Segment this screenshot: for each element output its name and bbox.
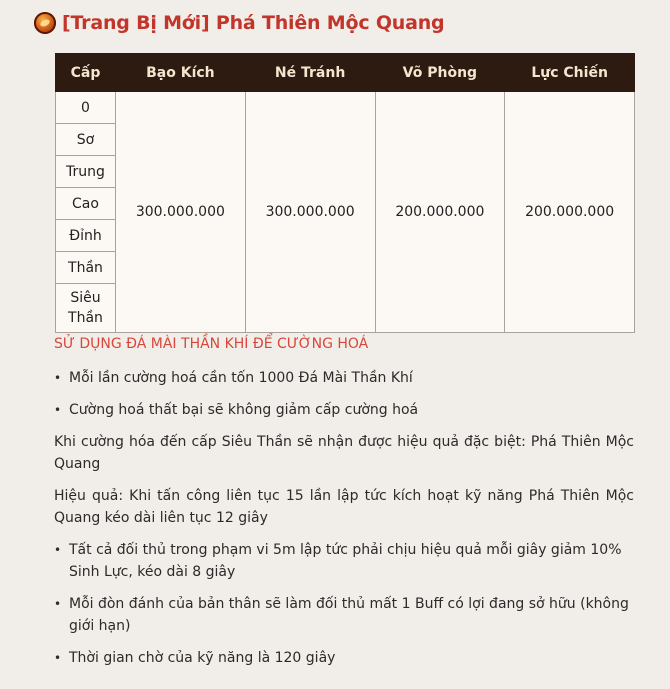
special-effect-paragraph: Khi cường hóa đến cấp Siêu Thần sẽ nhận được hiệu quả đặc biệt: Phá Thiên Mộc Quang [54, 434, 634, 472]
level-cell: Siêu Thần [56, 284, 116, 333]
header-vo-phong: Võ Phòng [375, 54, 505, 92]
value-luc-chien: 200.000.000 [505, 92, 635, 333]
list-item [54, 367, 634, 389]
description [54, 333, 634, 679]
level-cell: Thần [56, 252, 116, 284]
header-cap: Cấp [56, 54, 116, 92]
level-cell: Trung [56, 156, 116, 188]
list-item-text: Cường hoá thất bại sẽ không giảm cấp cường hoá [69, 402, 419, 418]
table-header-row [56, 54, 635, 92]
header-ne-tranh: Né Tránh [245, 54, 375, 92]
level-cell: Sơ [56, 124, 116, 156]
bullet-dot: • [54, 403, 62, 417]
list-item-text: Mỗi đòn đánh của bản thân sẽ làm đối thủ mất 1 Buff có lợi đang sở hữu (không giới hạn) [69, 596, 629, 634]
list-item [54, 647, 634, 669]
value-vo-phong: 200.000.000 [375, 92, 505, 333]
bullet-dot: • [54, 651, 62, 665]
section-title: SỬ DỤNG ĐÁ MÀI THẦN KHÍ ĐỂ CƯỜNG HOÁ [54, 336, 369, 352]
list-item-text: Mỗi lần cường hoá cần tốn 1000 Đá Mài Thần Khí [69, 370, 413, 386]
value-ne-tranh: 300.000.000 [245, 92, 375, 333]
stats-table [55, 53, 635, 333]
list-item-text: Thời gian chờ của kỹ năng là 120 giây [69, 650, 336, 666]
level-cell: Đỉnh [56, 220, 116, 252]
header-bao-kich: Bạo Kích [116, 54, 246, 92]
bullet-dot: • [54, 371, 62, 385]
list-item [54, 399, 634, 421]
effect-paragraph: Hiệu quả: Khi tấn công liên tục 15 lần lập tức kích hoạt kỹ năng Phá Thiên Mộc Quang kéo dài liên tục 12 giây [54, 488, 634, 526]
table-row [56, 92, 635, 124]
level-cell: Cao [56, 188, 116, 220]
value-bao-kich: 300.000.000 [116, 92, 246, 333]
page-title [34, 12, 444, 34]
list-item [54, 539, 634, 583]
list-item [54, 593, 634, 637]
title-text: [Trang Bị Mới] Phá Thiên Mộc Quang [62, 12, 445, 34]
phoenix-emblem-icon [34, 12, 56, 34]
level-cell: 0 [56, 92, 116, 124]
bullet-dot: • [54, 597, 62, 611]
bullet-dot: • [54, 543, 62, 557]
header-luc-chien: Lực Chiến [505, 54, 635, 92]
list-item-text: Tất cả đối thủ trong phạm vi 5m lập tức phải chịu hiệu quả mỗi giây giảm 10% Sinh Lực, kéo dài 8 giây [69, 542, 622, 580]
